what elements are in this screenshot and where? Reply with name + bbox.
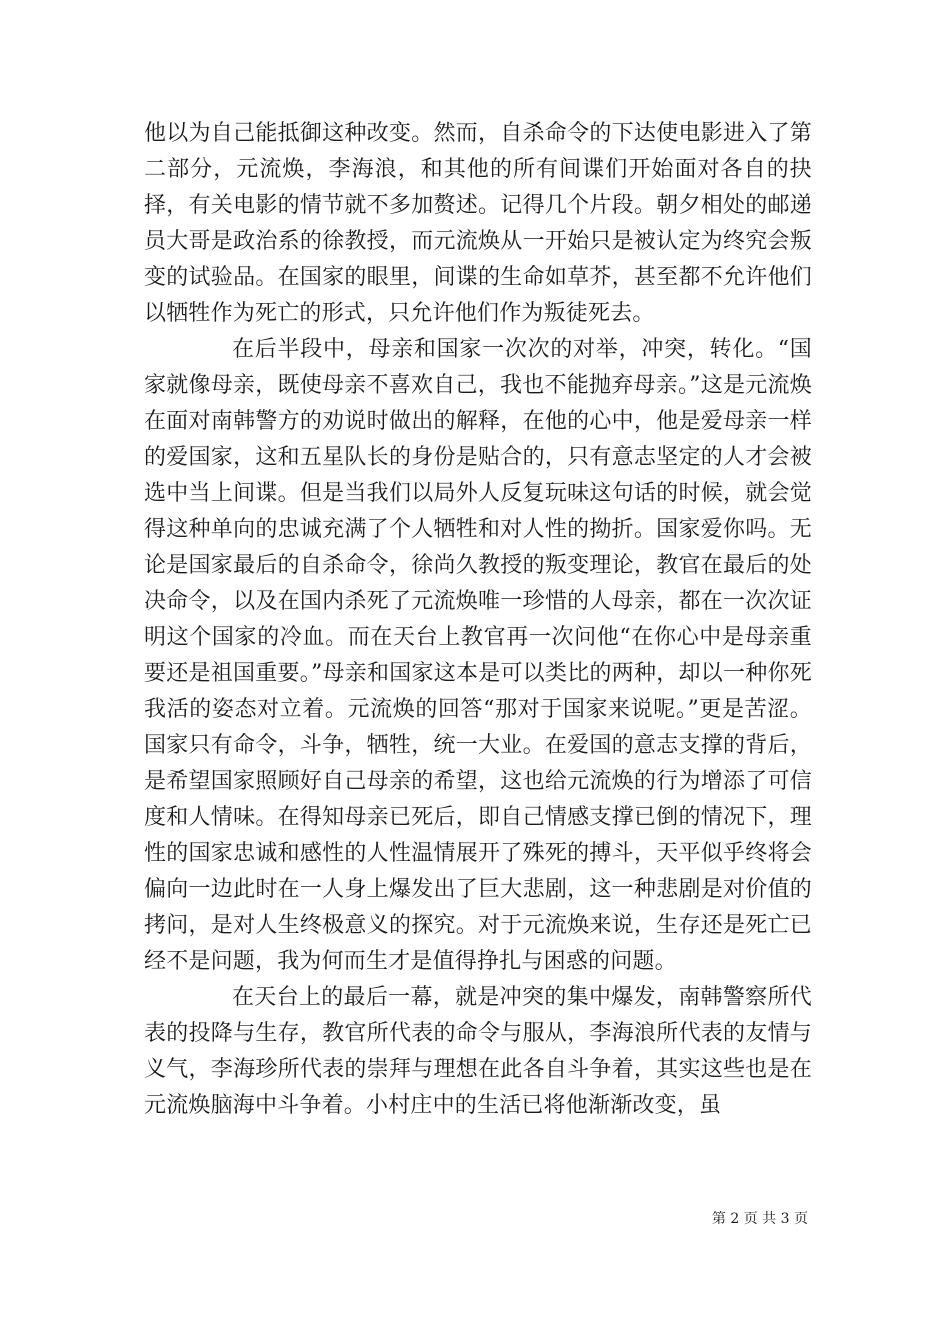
- document-body: [144, 116, 812, 1124]
- paragraph-3: 在天台上的最后一幕，就是冲突的集中爆发，南韩警察所代表的投降与生存，教官所代表的命令与服从，李海浪所代表的友情与义气，李海珍所代表的崇拜与理想在此各自斗争着，其实这些也是在元流焕脑海中斗争着。小村庄中的生活已将他渐渐改变，虽: [144, 985, 812, 1118]
- paragraph-1: 他以为自己能抵御这种改变。然而，自杀命令的下达使电影进入了第二部分，元流焕，李海浪，和其他的所有间谍们开始面对各自的抉择，有关电影的情节就不多加赘述。记得几个片段。朝夕相处的邮递员大哥是政治系的徐教授，而元流焕从一开始只是被认定为终究会叛变的试验品。在国家的眼里，间谍的生命如草芥，甚至都不允许他们以牺牲作为死亡的形式，只允许他们作为叛徒死去。: [144, 121, 812, 326]
- page-number-footer: 第 2 页 共 3 页: [711, 1211, 808, 1227]
- paragraph-2: 在后半段中，母亲和国家一次次的对举，冲突，转化。“国家就像母亲，既使母亲不喜欢自己，我也不能抛弃母亲。”这是元流焕在面对南韩警方的劝说时做出的解释，在他的心中，他是爱母亲一样的爱国家，这和五星队长的身份是贴合的，只有意志坚定的人才会被选中当上间谍。但是当我们以局外人反复玩味这句话的时候，就会觉得这种单向的忠诚充满了个人牺牲和对人性的拗折。国家爱你吗。无论是国家最后的自杀命令，徐尚久教授的叛变理论，教官在最后的处决命令，以及在国内杀死了元流焕唯一珍惜的人母亲，都在一次次证明这个国家的冷血。而在天台上教官再一次问他“在你心中是母亲重要还是祖国重要。”母亲和国家这本是可以类比的两种，却以一种你死我活的姿态对立着。元流焕的回答“那对于国家来说呢。”更是苦涩。国家只有命令，斗争，牺牲，统一大业。在爱国的意志支撑的背后，是希望国家照顾好自己母亲的希望，这也给元流焕的行为增添了可信度和人情味。在得知母亲已死后，即自己情感支撑已倒的情况下，理性的国家忠诚和感性的人性温情展开了殊死的搏斗，天平似乎终将会偏向一边此时在一人身上爆发出了巨大悲剧，这一种悲剧是对价值的拷问，是对人生终极意义的探究。对于元流焕来说，生存还是死亡已经不是问题，我为何而生才是值得挣扎与困惑的问题。: [144, 337, 812, 974]
